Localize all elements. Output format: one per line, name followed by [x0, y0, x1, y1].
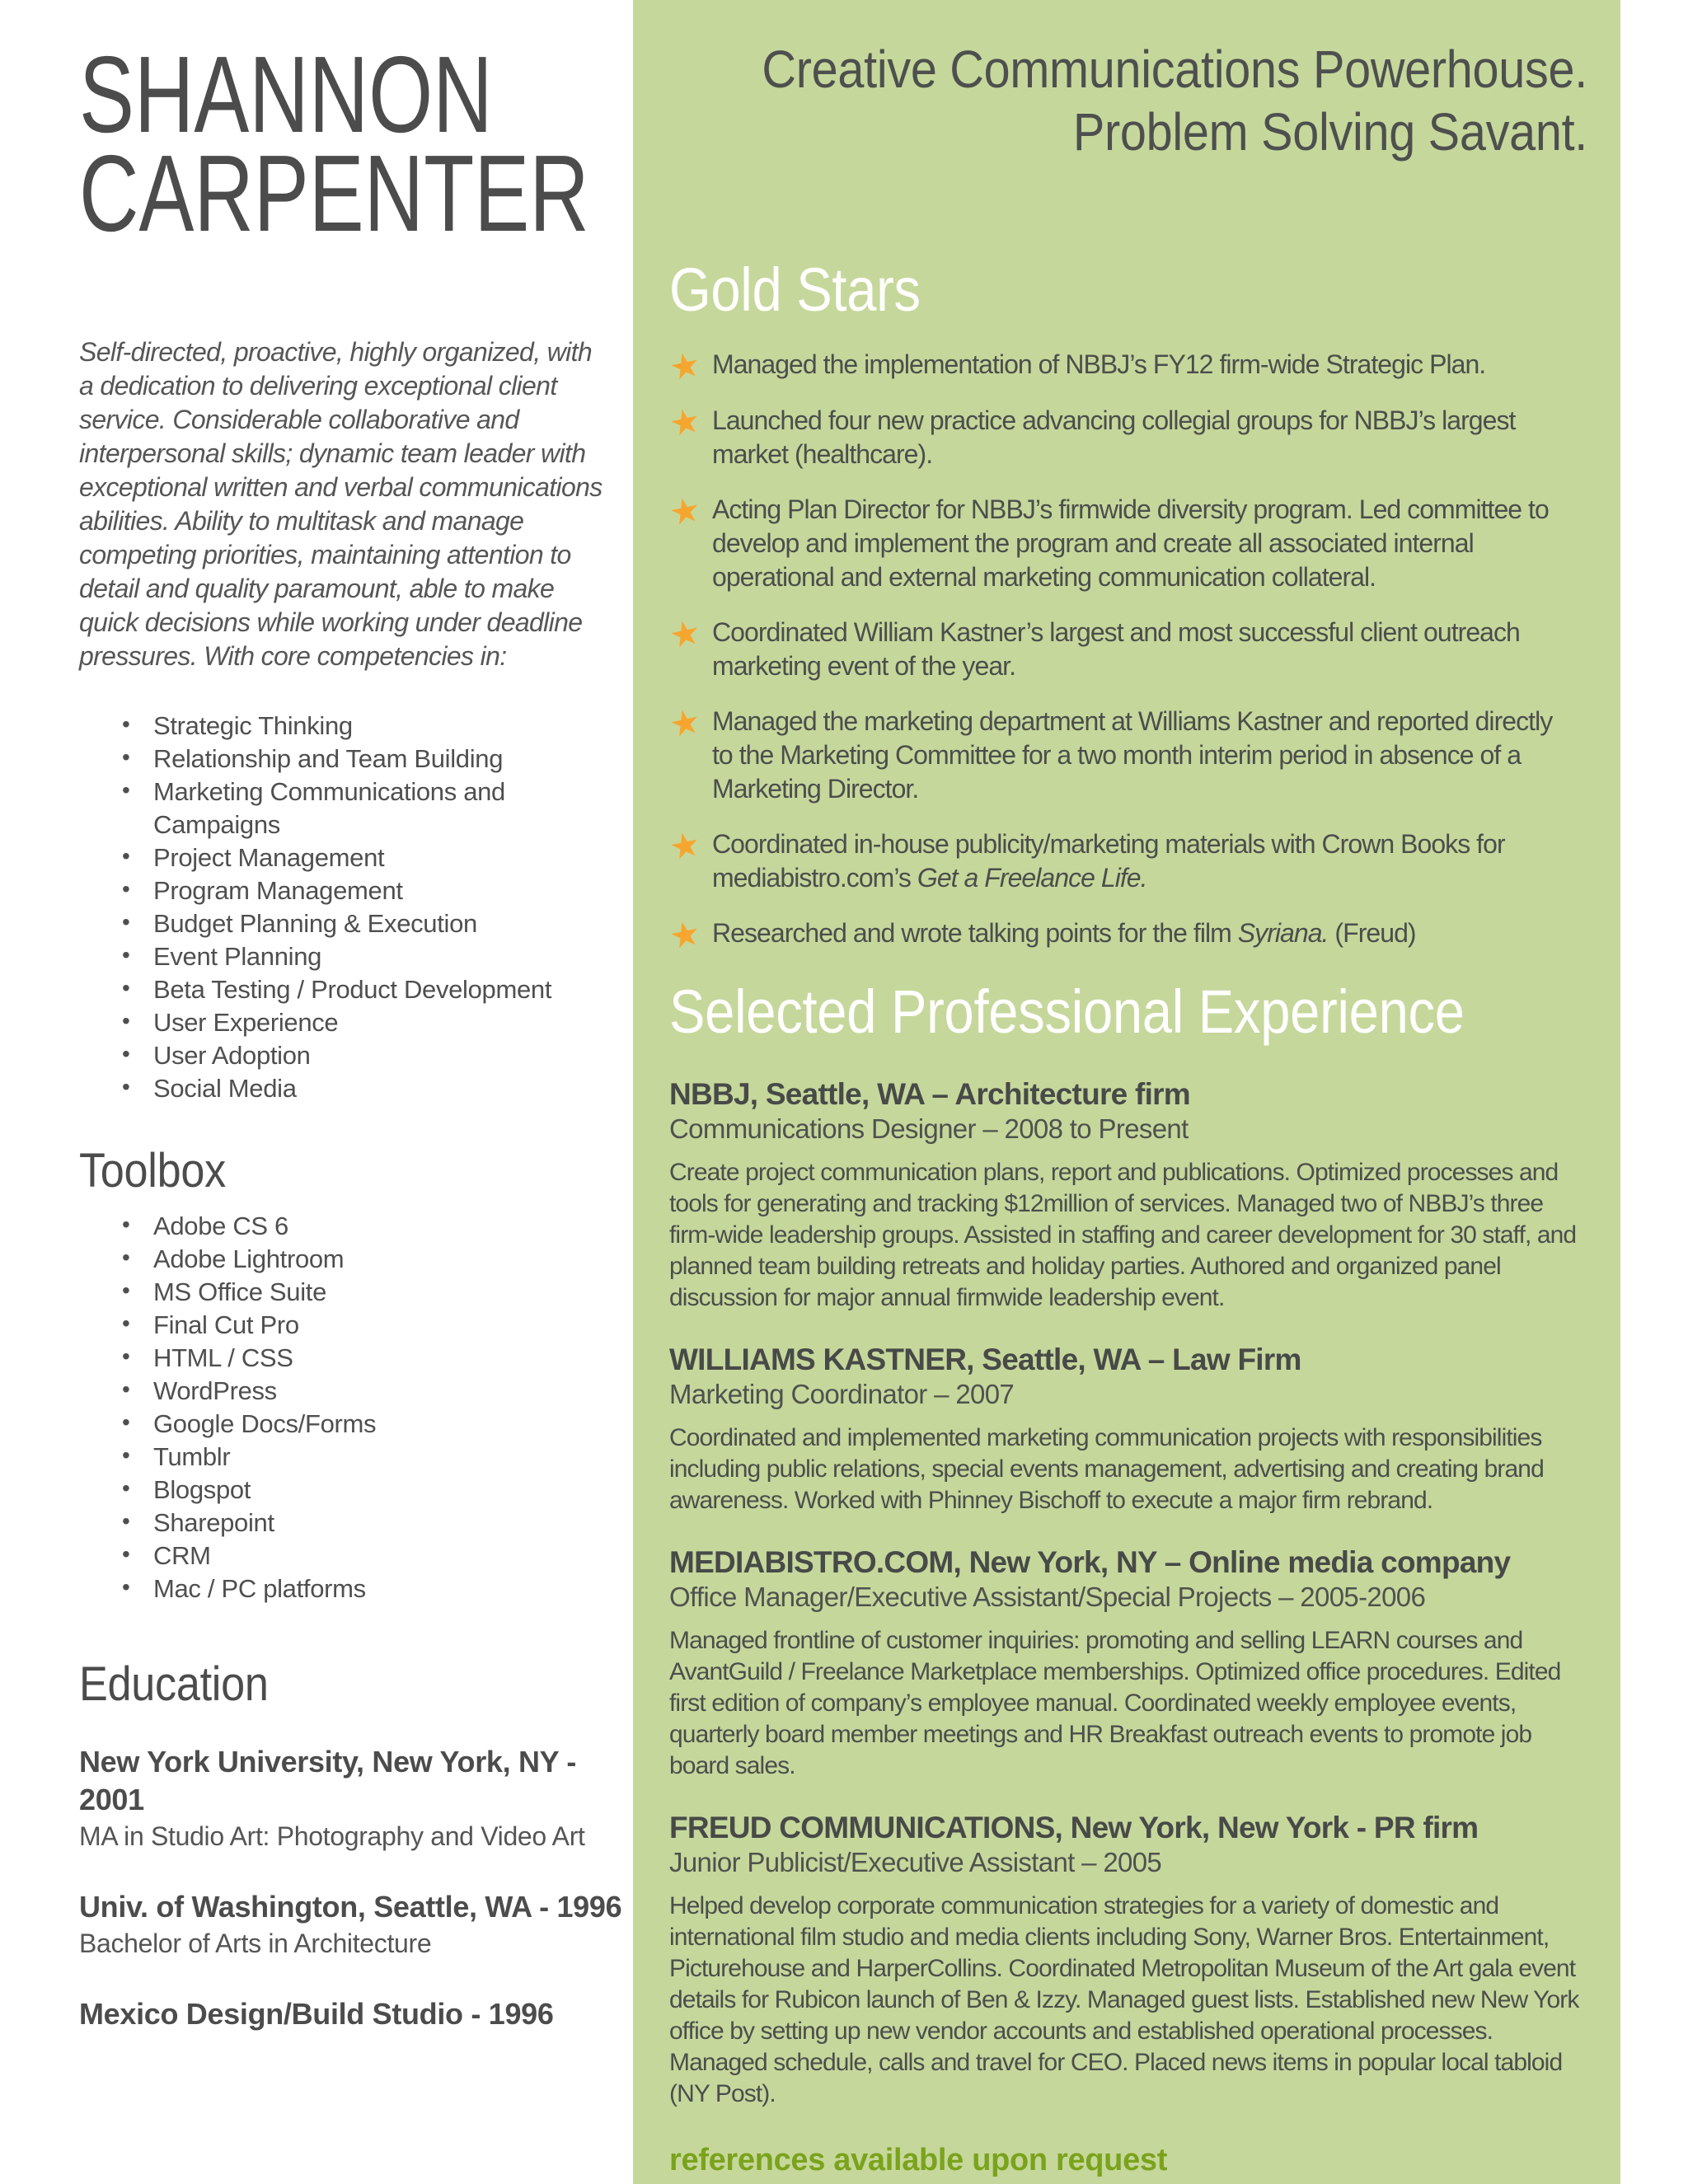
gold-star-icon: ★: [665, 912, 704, 957]
competency-item: [79, 776, 627, 841]
text-segment: Coordinated in-house publicity/marketing materials with Crown Books for mediabistro.com’s: [712, 829, 1505, 893]
candidate-name: [79, 34, 589, 254]
gold-star-text: [712, 827, 1573, 895]
toolbox-item: [79, 1572, 627, 1605]
competency-item-label: Marketing Communications and Campaigns: [153, 777, 505, 839]
gold-star-text: [712, 404, 1573, 471]
competency-item-label: Budget Planning & Execution: [153, 909, 477, 938]
bullet-dot-icon: •: [122, 1212, 130, 1237]
bullet-dot-icon: •: [122, 744, 130, 770]
education-list: [79, 1743, 627, 2033]
gold-star-item: [665, 912, 1587, 957]
gold-star-text: [712, 493, 1573, 594]
job-entry: [669, 1810, 1587, 2110]
job-role: Junior Publicist/Executive Assistant – 2005: [669, 1847, 1162, 1877]
bullet-dot-icon: •: [122, 1008, 130, 1033]
bullet-dot-icon: •: [122, 711, 130, 737]
toolbox-heading: Toolbox: [79, 1144, 226, 1197]
gold-star-text: [712, 616, 1573, 683]
text-segment: Managed the marketing department at Williams Kastner and reported directly to the Marketing Committee for a two month interim period in absence of a Marketing Director.: [712, 706, 1553, 804]
toolbox-item-label: Adobe Lightroom: [153, 1244, 345, 1273]
job-role: Communications Designer – 2008 to Present: [669, 1113, 1189, 1144]
text-segment: Researched and wrote talking points for the film: [712, 918, 1238, 948]
gold-stars-heading: Gold Stars: [669, 255, 921, 324]
bullet-dot-icon: •: [122, 1041, 130, 1066]
job-company: FREUD COMMUNICATIONS, New York, New York - PR firm: [669, 1811, 1479, 1844]
bullet-dot-icon: •: [122, 777, 130, 803]
bullet-dot-icon: •: [122, 1244, 130, 1270]
toolbox-item: [79, 1276, 627, 1309]
bullet-dot-icon: •: [122, 843, 130, 869]
education-entry: [79, 1995, 627, 2033]
name-first: SHANNON: [79, 34, 493, 155]
right-panel-content: [633, 0, 1620, 2178]
text-segment: Acting Plan Director for NBBJ’s firmwide diversity program. Led committee to develop and implement the program and create all associated internal operational and external marketing communication collateral.: [712, 494, 1549, 592]
education-school: New York University, New York, NY - 2001: [79, 1745, 577, 1816]
education-heading: Education: [79, 1657, 269, 1711]
job-company: NBBJ, Seattle, WA – Architecture firm: [669, 1077, 1190, 1111]
competency-item: [79, 841, 627, 874]
competency-item-label: Event Planning: [153, 942, 322, 971]
right-panel: [633, 0, 1620, 2184]
gold-star-icon: ★: [665, 489, 704, 533]
gold-star-icon: ★: [665, 400, 704, 444]
competency-item: [79, 940, 627, 973]
italic-title-segment: Get a Freelance Life.: [917, 863, 1147, 893]
toolbox-item: [79, 1408, 627, 1441]
education-degree: Bachelor of Arts in Architecture: [79, 1929, 432, 1958]
headline-line-2: Problem Solving Savant.: [1072, 102, 1587, 162]
toolbox-item-label: Tumblr: [153, 1442, 231, 1471]
gold-star-icon: ★: [665, 344, 704, 388]
competencies-list: [79, 710, 627, 1105]
left-column: [79, 34, 627, 2068]
competency-item: [79, 1006, 627, 1039]
competency-item-label: User Adoption: [153, 1041, 311, 1070]
job-role: Office Manager/Executive Assistant/Special Projects – 2005-2006: [669, 1582, 1426, 1612]
toolbox-item: [79, 1243, 627, 1276]
toolbox-item: [79, 1540, 627, 1572]
job-entry: [669, 1342, 1587, 1516]
gold-star-text: [712, 348, 1485, 382]
gold-star-text: [712, 916, 1416, 950]
job-description: Managed frontline of customer inquiries: promoting and selling LEARN courses and AvantGuild / Freelance Marketplace memberships. Optimized office procedures. Edited first edition of company’s employee manual. Coordinated weekly employee events, quarterly board member meetings and HR Breakfast outreach events to promote job board sales.: [669, 1627, 1561, 1779]
name-last: CARPENTER: [79, 133, 589, 254]
gold-star-icon: ★: [665, 823, 704, 868]
bullet-dot-icon: •: [122, 1541, 130, 1567]
toolbox-item: [79, 1210, 627, 1243]
summary-paragraph: Self-directed, proactive, highly organized, with a dedication to delivering exceptional client service. Considerable collaborative and interpersonal skills; dynamic team leader with exceptional written and verbal communications abilities. Ability to multitask and manage competing priorities, maintaining attention to detail and quality paramount, able to make quick decisions while working under deadline pressures. With core competencies in:: [79, 337, 603, 671]
toolbox-item-label: CRM: [153, 1541, 211, 1570]
competency-item-label: Program Management: [153, 876, 403, 905]
bullet-dot-icon: •: [122, 1343, 130, 1369]
bullet-dot-icon: •: [122, 1442, 130, 1468]
italic-title-segment: Syriana.: [1237, 918, 1329, 948]
gold-stars-list: [665, 344, 1587, 957]
gold-star-item: [665, 489, 1587, 594]
education-entry: [79, 1888, 627, 1961]
bullet-dot-icon: •: [122, 942, 130, 968]
competency-item: [79, 874, 627, 907]
bullet-dot-icon: •: [122, 909, 130, 935]
toolbox-item-label: Google Docs/Forms: [153, 1409, 377, 1438]
competency-item: [79, 710, 627, 743]
bullet-dot-icon: •: [122, 876, 130, 902]
headline: [761, 38, 1587, 163]
education-school: Univ. of Washington, Seattle, WA - 1996: [79, 1890, 622, 1924]
gold-star-item: [665, 612, 1587, 683]
job-company: MEDIABISTRO.COM, New York, NY – Online media company: [669, 1545, 1511, 1579]
bullet-dot-icon: •: [122, 1574, 130, 1600]
competency-item: [79, 1039, 627, 1072]
gold-star-icon: ★: [665, 612, 704, 656]
toolbox-item: [79, 1474, 627, 1507]
competency-item-label: Project Management: [153, 843, 385, 872]
jobs-list: [669, 1076, 1587, 2110]
toolbox-item: [79, 1375, 627, 1408]
bullet-dot-icon: •: [122, 1508, 130, 1534]
job-description: Helped develop corporate communication strategies for a variety of domestic and international film studio and media clients including Sony, Warner Bros. Entertainment, Picturehouse and HarperCollins. Coordinated Metropolitan Museum of the Art gala event details for Rubicon launch of Ben & Izzy. Managed guest lists. Established new New York office by setting up new vendor accounts and established operational processes. Managed schedule, calls and travel for CEO. Placed news items in popular local tabloid (NY Post).: [669, 1892, 1579, 2107]
competency-item: [79, 973, 627, 1006]
text-segment: Coordinated William Kastner’s largest and most successful client outreach marketing event of the year.: [712, 617, 1520, 681]
bullet-dot-icon: •: [122, 1074, 130, 1099]
toolbox-item-label: Adobe CS 6: [153, 1212, 288, 1240]
toolbox-item-label: Blogspot: [153, 1475, 251, 1504]
education-degree: MA in Studio Art: Photography and Video Art: [79, 1821, 585, 1851]
toolbox-item: [79, 1342, 627, 1375]
job-entry: [669, 1076, 1587, 1314]
bullet-dot-icon: •: [122, 1376, 130, 1402]
gold-star-item: [665, 400, 1587, 471]
toolbox-item-label: Sharepoint: [153, 1508, 274, 1537]
text-segment: (Freud): [1328, 918, 1416, 948]
gold-star-item: [665, 344, 1587, 388]
toolbox-item-label: HTML / CSS: [153, 1343, 293, 1372]
bullet-dot-icon: •: [122, 1475, 130, 1501]
bullet-dot-icon: •: [122, 975, 130, 1001]
competency-item: [79, 1072, 627, 1105]
bullet-dot-icon: •: [122, 1277, 130, 1303]
gold-star-icon: ★: [665, 701, 704, 745]
competency-item-label: Strategic Thinking: [153, 711, 353, 740]
competency-item-label: Relationship and Team Building: [153, 744, 504, 773]
references-note: references available upon request: [669, 2143, 1168, 2177]
competency-item: [79, 743, 627, 776]
job-description: Create project communication plans, report and publications. Optimized processes and tools for generating and tracking $12million of services. Managed two of NBBJ’s three firm-wide leadership groups. Assisted in staffing and career development for 30 staff, and planned team building retreats and holiday parties. Authored and organized panel discussion for major annual firmwide leadership event.: [669, 1159, 1577, 1311]
job-entry: [669, 1544, 1587, 1782]
job-company: WILLIAMS KASTNER, Seattle, WA – Law Firm: [669, 1343, 1301, 1376]
toolbox-item: [79, 1507, 627, 1540]
toolbox-item: [79, 1441, 627, 1474]
competency-item-label: Social Media: [153, 1074, 297, 1103]
bullet-dot-icon: •: [122, 1409, 130, 1435]
competency-item-label: User Experience: [153, 1008, 339, 1037]
job-role: Marketing Coordinator – 2007: [669, 1379, 1015, 1409]
toolbox-item-label: Mac / PC platforms: [153, 1574, 366, 1603]
headline-line-1: Creative Communications Powerhouse.: [762, 40, 1587, 99]
job-description: Coordinated and implemented marketing communication projects with responsibilities including public relations, special events management, advertising and creating brand awareness. Worked with Phinney Bischoff to execute a major firm rebrand.: [669, 1424, 1544, 1514]
competency-item: [79, 907, 627, 940]
competency-item-label: Beta Testing / Product Development: [153, 975, 552, 1004]
toolbox-item: [79, 1309, 627, 1342]
toolbox-item-label: MS Office Suite: [153, 1277, 326, 1306]
gold-star-item: [665, 823, 1587, 895]
text-segment: Launched four new practice advancing collegial groups for NBBJ’s largest market (healthcare).: [712, 405, 1516, 469]
toolbox-item-label: WordPress: [153, 1376, 277, 1405]
bullet-dot-icon: •: [122, 1310, 130, 1336]
education-entry: [79, 1743, 627, 1854]
text-segment: Managed the implementation of NBBJ’s FY12 firm-wide Strategic Plan.: [712, 349, 1486, 379]
gold-star-text: [712, 705, 1573, 806]
education-school: Mexico Design/Build Studio - 1996: [79, 1997, 554, 2031]
toolbox-list: [79, 1210, 627, 1605]
toolbox-item-label: Final Cut Pro: [153, 1310, 299, 1339]
experience-heading: Selected Professional Experience: [669, 977, 1465, 1046]
gold-star-item: [665, 701, 1587, 806]
